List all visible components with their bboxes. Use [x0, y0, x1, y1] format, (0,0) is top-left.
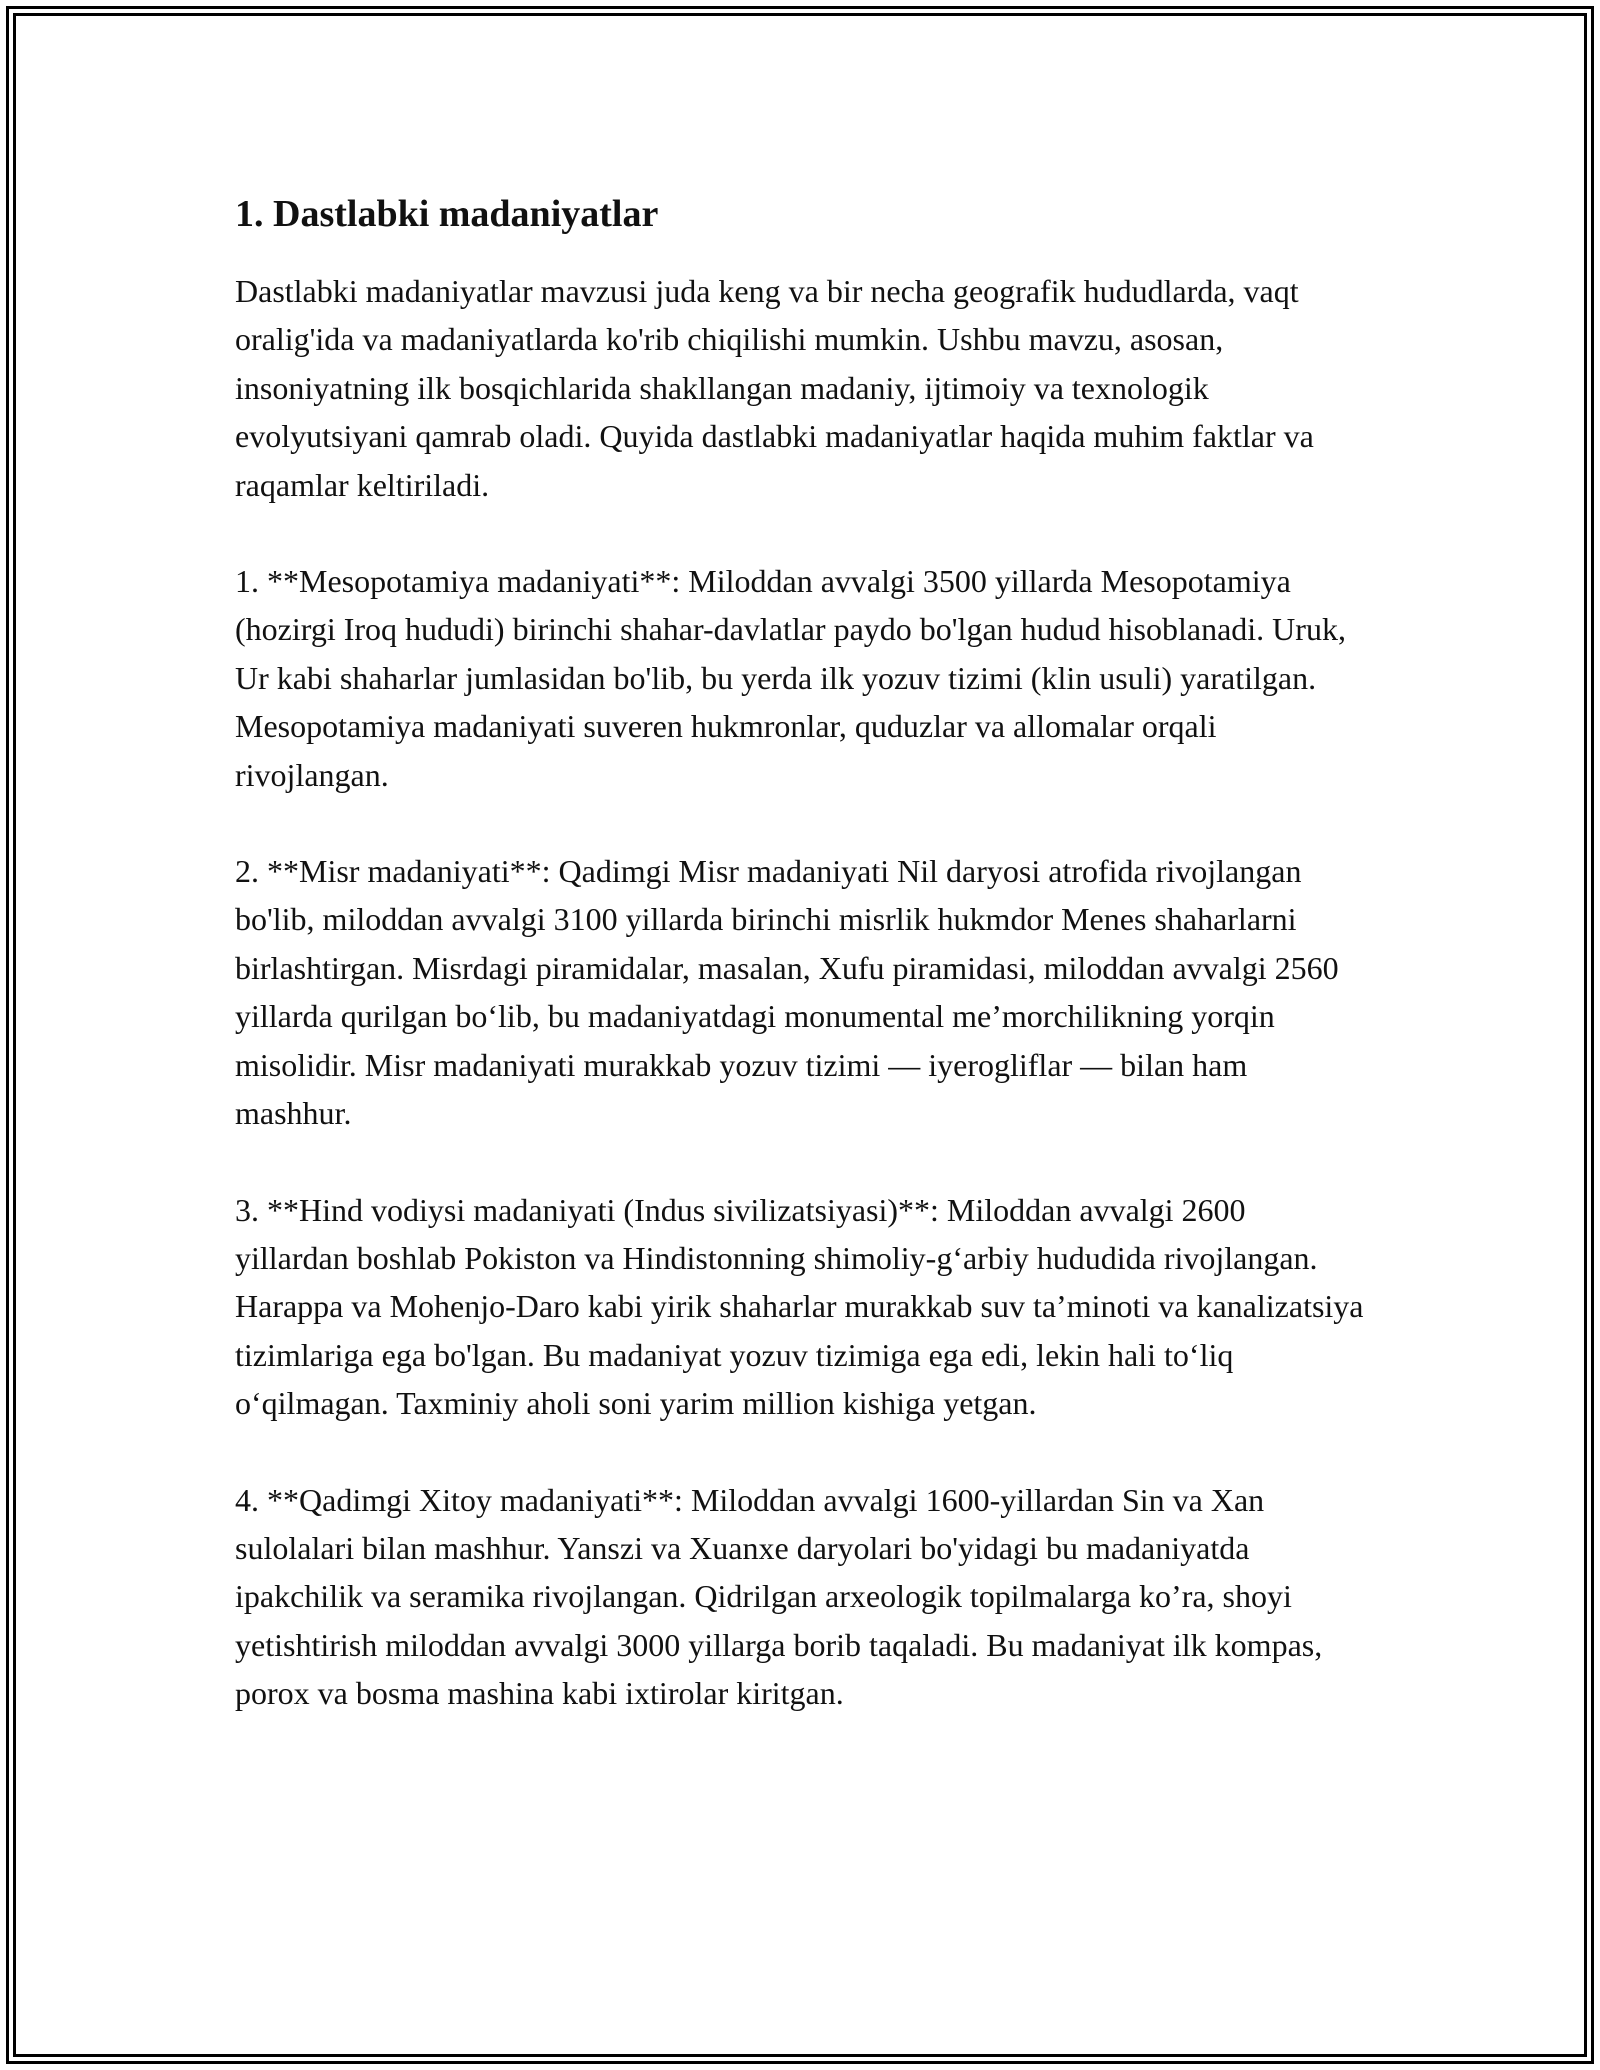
document-page [235, 185, 1365, 1766]
intro-paragraph: Dastlabki madaniyatlar mavzusi juda keng va bir necha geografik hududlarda, vaqt oralig'ida va madaniyatlarda ko'rib chiqilishi mumkin. Ushbu mavzu, asosan, insoniyatning ilk bosqichlarida shakllangan madaniy, ijtimoiy va texnologik evolyutsiyani qamrab oladi. Quyida dastlabki madaniyatlar haqida muhim faktlar va raqamlar keltiriladi. [235, 273, 1314, 503]
paragraph-indus: 3. **Hind vodiysi madaniyati (Indus sivilizatsiyasi)**: Miloddan avvalgi 2600 yillardan boshlab Pokiston va Hindistonning shimoliy-g‘arbiy hududida rivojlangan. Harappa va Mohenjo-Daro kabi yirik shaharlar murakkab suv ta’minoti va kanalizatsiya tizimlariga ega bo'lgan. Bu madaniyat yozuv tizimiga ega edi, lekin hali to‘liq o‘qilmagan. Taxminiy aholi soni yarim million kishiga yetgan. [235, 1191, 1364, 1422]
section-heading: 1. Dastlabki madaniyatlar [235, 193, 659, 235]
paragraph-egypt: 2. **Misr madaniyati**: Qadimgi Misr madaniyati Nil daryosi atrofida rivojlangan bo'lib, miloddan avvalgi 3100 yillarda birinchi misrlik hukmdor Menes shaharlarni birlashtirgan. Misrdagi piramidalar, masalan, Xufu piramidasi, miloddan avvalgi 2560 yillarda qurilgan bo‘lib, bu madaniyatdagi monumental me’morchilikning yorqin misolidir. Misr madaniyati murakkab yozuv tizimi — iyerogliflar — bilan ham mashhur. [235, 853, 1339, 1132]
paragraph-china: 4. **Qadimgi Xitoy madaniyati**: Miloddan avvalgi 1600-yillardan Sin va Xan sulolalari bilan mashhur. Yanszi va Xuanxe daryolari bo'yidagi bu madaniyatda ipakchilik va seramika rivojlangan. Qidrilgan arxeologik topilmalarga ko’ra, shoyi yetishtirish miloddan avvalgi 3000 yillarga borib taqaladi. Bu madaniyat ilk kompas, porox va bosma mashina kabi ixtirolar kiritgan. [235, 1481, 1323, 1712]
paragraph-mesopotamia: 1. **Mesopotamiya madaniyati**: Miloddan avvalgi 3500 yillarda Mesopotamiya (hozirgi Iroq hududi) birinchi shahar-davlatlar paydo bo'lgan hudud hisoblanadi. Uruk, Ur kabi shaharlar jumlasidan bo'lib, bu yerda ilk yozuv tizimi (klin usuli) yaratilgan. Mesopotamiya madaniyati suveren hukmronlar, quduzlar va allomalar orqali rivojlangan. [235, 563, 1346, 793]
